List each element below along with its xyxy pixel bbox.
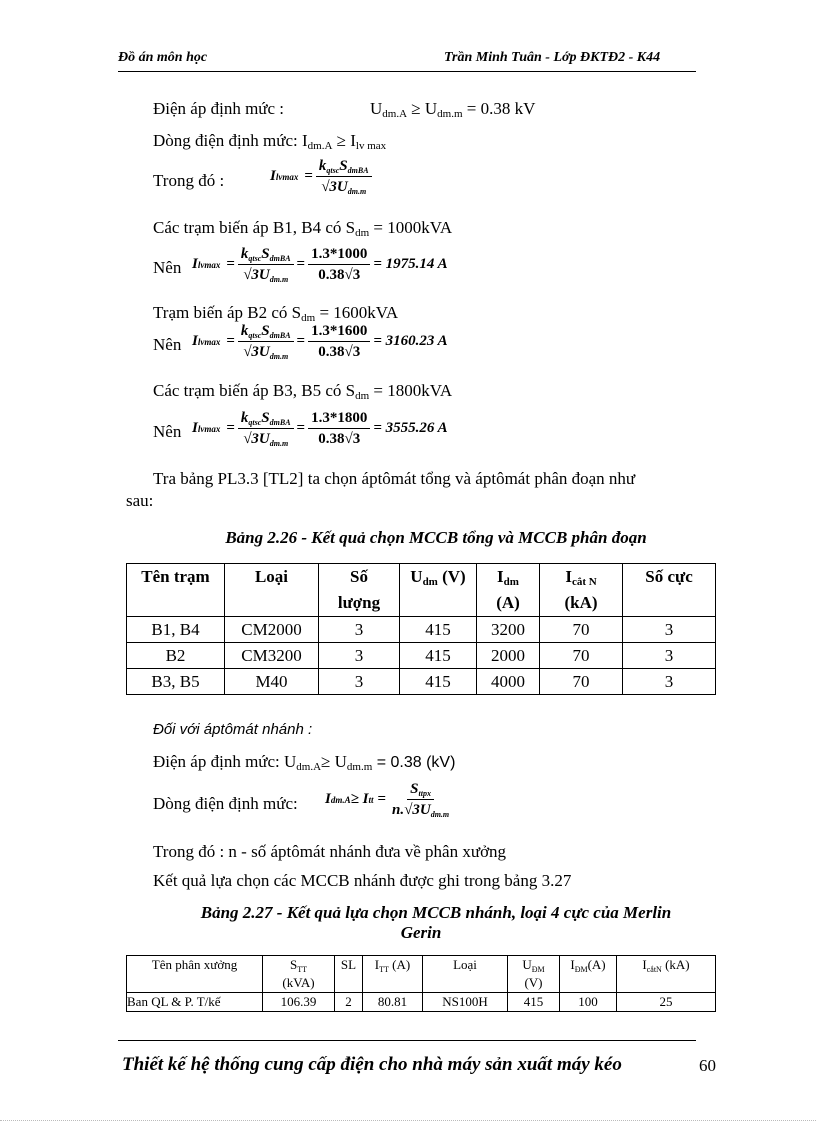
- result-b2: = 3160.23 A: [373, 333, 448, 349]
- th-type2: Loại: [423, 956, 508, 993]
- cell: 70: [540, 669, 623, 695]
- cell: 3: [319, 617, 400, 643]
- where-n-line: Trong đó : n - số áptômát nhánh đưa về phân xưởng: [153, 842, 507, 861]
- header-right: Trần Minh Tuân - Lớp ĐKTĐ2 - K44: [444, 50, 661, 65]
- th-workshop: Tên phân xưởng: [127, 956, 263, 993]
- cell: 3200: [477, 617, 540, 643]
- cell: Ban QL & P. T/kế: [127, 993, 263, 1012]
- table-mccb-branch: [126, 955, 716, 1012]
- cell: 100: [560, 993, 617, 1012]
- th-quantity: Số lượng: [319, 564, 400, 617]
- cell: CM2000: [225, 617, 319, 643]
- cell: CM3200: [225, 643, 319, 669]
- branch-breaker-title: Đối với áptômát nhánh :: [153, 721, 313, 738]
- b1-b4-line: Các trạm biến áp B1, B4 có $S_{dm} = 1000kVA$: [153, 218, 453, 239]
- page-number: 60: [699, 1056, 716, 1075]
- cell: NS100H: [423, 993, 508, 1012]
- cell: 25: [617, 993, 716, 1012]
- cell: B3, B5: [127, 669, 225, 695]
- th-icut2: $I_{cắtN}$ (kA): [617, 956, 716, 993]
- cell: 2: [335, 993, 363, 1012]
- table-row: [127, 669, 716, 695]
- cell: 415: [508, 993, 560, 1012]
- header-left: Đồ án môn học: [118, 50, 208, 65]
- th-idm: $I_{dm}$ (A): [477, 564, 540, 617]
- cell: 415: [400, 643, 477, 669]
- th-station-name: Tên trạm: [127, 564, 225, 617]
- branch-current-formula: I dm.A ≥ I tt = $\frac{S_{ttpx}}{n.√3U_{dm.m}}$: [325, 781, 450, 819]
- th-sl: SL: [335, 956, 363, 993]
- th-stt: $S_{TT}$ (kVA): [263, 956, 335, 993]
- th-poles: Số cực: [623, 564, 716, 617]
- paragraph-line-1: Tra bảng PL3.3 [TL2] ta chọn áptômát tổng và áptômát phân đoạn như: [153, 469, 636, 488]
- table-row: [127, 643, 716, 669]
- formula-b2: I lvmax = $\frac{k_{qtsc}S_{dmBA}}{√3U_{dm.m}}$ = $\frac{1.3*1600}{0.38√3}$ = 3160.23 A: [192, 323, 448, 361]
- cell: 3: [623, 643, 716, 669]
- th-type: Loại: [225, 564, 319, 617]
- b3-b5-line: Các trạm biến áp B3, B5 có $S_{dm} = 1800kVA$: [153, 381, 453, 402]
- branch-voltage-line: Điện áp định mức: $U_{dm.A}\ge U_{dm.m} = 0.38$ (kV): [153, 752, 456, 773]
- page-edge: [0, 1120, 816, 1121]
- cell: 70: [540, 617, 623, 643]
- th-udm: $U_{dm}$ (V): [400, 564, 477, 617]
- cell: 3: [319, 643, 400, 669]
- cell: 106.39: [263, 993, 335, 1012]
- cell: 4000: [477, 669, 540, 695]
- rated-voltage-label: Điện áp định mức :: [153, 99, 285, 118]
- cell: M40: [225, 669, 319, 695]
- th-icut: $I_{cắt N}$ (kA): [540, 564, 623, 617]
- rated-voltage-formula: $U_{dm.A} \ge U_{dm.m} = 0.38$ kV: [370, 99, 536, 120]
- formula-b1-b4: I lvmax = $\frac{k_{qtsc}S_{dmBA}}{√3U_{dm.m}}$ = $\frac{1.3*1000}{0.38√3}$ = 1975.14 A: [192, 246, 448, 284]
- table2-caption-2: Gerin: [400, 923, 442, 942]
- cell: 415: [400, 669, 477, 695]
- footer-rule: [118, 1040, 696, 1041]
- nen-label-2: Nên: [153, 335, 182, 354]
- result-b1-b4: = 1975.14 A: [373, 256, 448, 272]
- branch-current-label: Dòng điện định mức:: [153, 794, 298, 813]
- b2-line: Trạm biến áp B2 có $S_{dm} = 1600kVA$: [153, 303, 399, 324]
- table-row: [127, 993, 716, 1012]
- rated-current-line: Dòng điện định mức: $I_{dm.A} \ge I_{lv max}$: [153, 131, 387, 152]
- result-line: Kết quả lựa chọn các MCCB nhánh được ghi trong bảng 3.27: [153, 871, 572, 890]
- header-rule: [118, 71, 696, 72]
- table2-caption-1: Bảng 2.27 - Kết quả lựa chọn MCCB nhánh, loại 4 cực của Merlin: [200, 903, 672, 922]
- footer-title: Thiết kế hệ thống cung cấp điện cho nhà máy sản xuất máy kéo: [122, 1054, 622, 1075]
- table2-header-row: [127, 956, 716, 993]
- cell: B1, B4: [127, 617, 225, 643]
- where-label: Trong đó :: [153, 171, 225, 190]
- th-idm2: $I_{ĐM}(A)$: [560, 956, 617, 993]
- table-mccb-main: [126, 563, 716, 695]
- cell: 415: [400, 617, 477, 643]
- cell: 80.81: [363, 993, 423, 1012]
- formula-b3-b5: I lvmax = $\frac{k_{qtsc}S_{dmBA}}{√3U_{dm.m}}$ = $\frac{1.3*1800}{0.38√3}$ = 3555.26 A: [192, 410, 448, 448]
- paragraph-line-2: sau:: [126, 491, 154, 510]
- table1-caption: Bảng 2.26 - Kết quả chọn MCCB tổng và MCCB phân đoạn: [225, 528, 647, 547]
- ilvmax-formula: I lvmax = $\frac{k_{qtsc}S_{dmBA}}{√3U_{dm.m}}$: [270, 157, 375, 196]
- table1-header-row: [127, 564, 716, 617]
- cell: B2: [127, 643, 225, 669]
- table-row: [127, 617, 716, 643]
- cell: 3: [319, 669, 400, 695]
- result-b3-b5: = 3555.26 A: [373, 420, 448, 436]
- cell: 3: [623, 669, 716, 695]
- th-itt: $I_{TT}$ (A): [363, 956, 423, 993]
- th-udm2: $U_{ĐM}$ (V): [508, 956, 560, 993]
- nen-label-1: Nên: [153, 258, 182, 277]
- nen-label-3: Nên: [153, 422, 182, 441]
- cell: 2000: [477, 643, 540, 669]
- cell: 70: [540, 643, 623, 669]
- cell: 3: [623, 617, 716, 643]
